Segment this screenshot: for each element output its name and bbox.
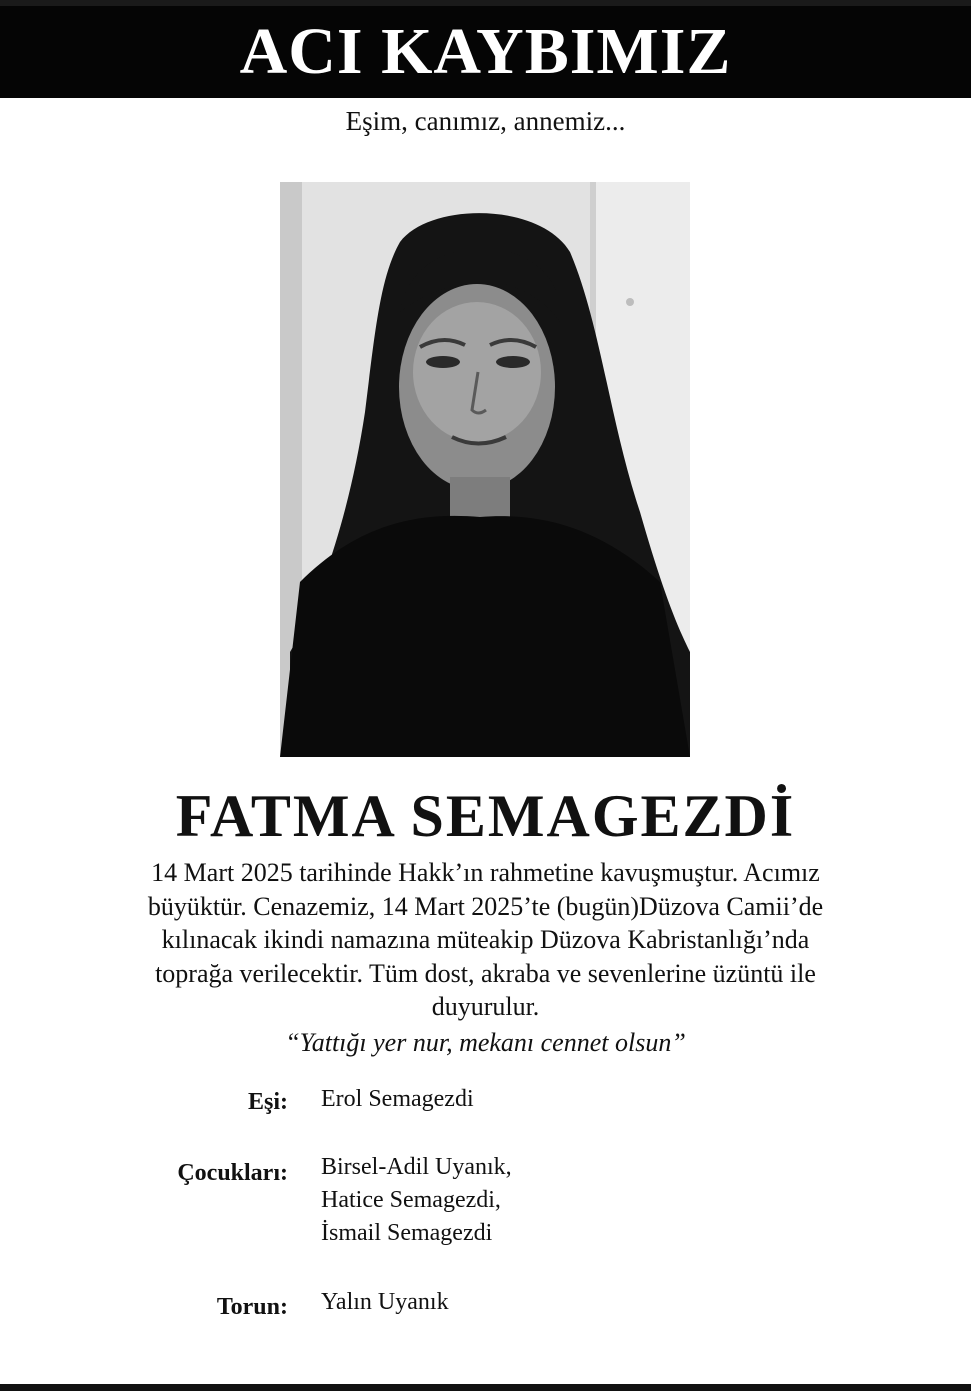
portrait-photo bbox=[280, 182, 690, 757]
grandchild-label: Torun: bbox=[216, 1294, 288, 1320]
grandchild-name: Yalın Uyanık bbox=[321, 1289, 449, 1315]
announcement-text bbox=[75, 856, 896, 1024]
deceased-name: FATMA SEMAGEZDİ bbox=[175, 783, 796, 849]
child-name: İsmail Semagezdi bbox=[321, 1220, 493, 1246]
announcement-line: toprağa verilecektir. Tüm dost, akraba ve sevenlerine üzüntü ile bbox=[155, 958, 816, 988]
announcement-line: büyüktür. Cenazemiz, 14 Mart 2025’te (bugün)Düzova Camii’de bbox=[147, 891, 824, 921]
spouse-name: Erol Semagezdi bbox=[321, 1086, 474, 1112]
grandchild-list bbox=[321, 1286, 449, 1319]
subtitle: Eşim, canımız, annemiz... bbox=[345, 106, 626, 136]
children-list bbox=[321, 1151, 512, 1250]
child-name: Birsel-Adil Uyanık, bbox=[321, 1154, 512, 1180]
spouse-label: Eşi: bbox=[247, 1089, 288, 1115]
announcement-line: 14 Mart 2025 tarihinde Hakk’ın rahmetine kavuşmuştur. Acımız bbox=[151, 858, 820, 887]
bottom-rule bbox=[0, 1384, 971, 1391]
child-name: Hatice Semagezdi, bbox=[321, 1187, 501, 1213]
announcement-line: kılınacak ikindi namazına müteakip Düzova Kabristanlığı’nda bbox=[161, 925, 810, 954]
title-banner bbox=[0, 6, 971, 98]
children-label: Çocukları: bbox=[177, 1160, 288, 1186]
memorial-quote: “Yattığı yer nur, mekanı cennet olsun” bbox=[285, 1028, 686, 1057]
portrait-image bbox=[280, 182, 690, 757]
spouse-list bbox=[321, 1083, 474, 1116]
page-title: ACI KAYBIMIZ bbox=[239, 15, 732, 88]
announcement-line: duyurulur. bbox=[431, 992, 540, 1021]
